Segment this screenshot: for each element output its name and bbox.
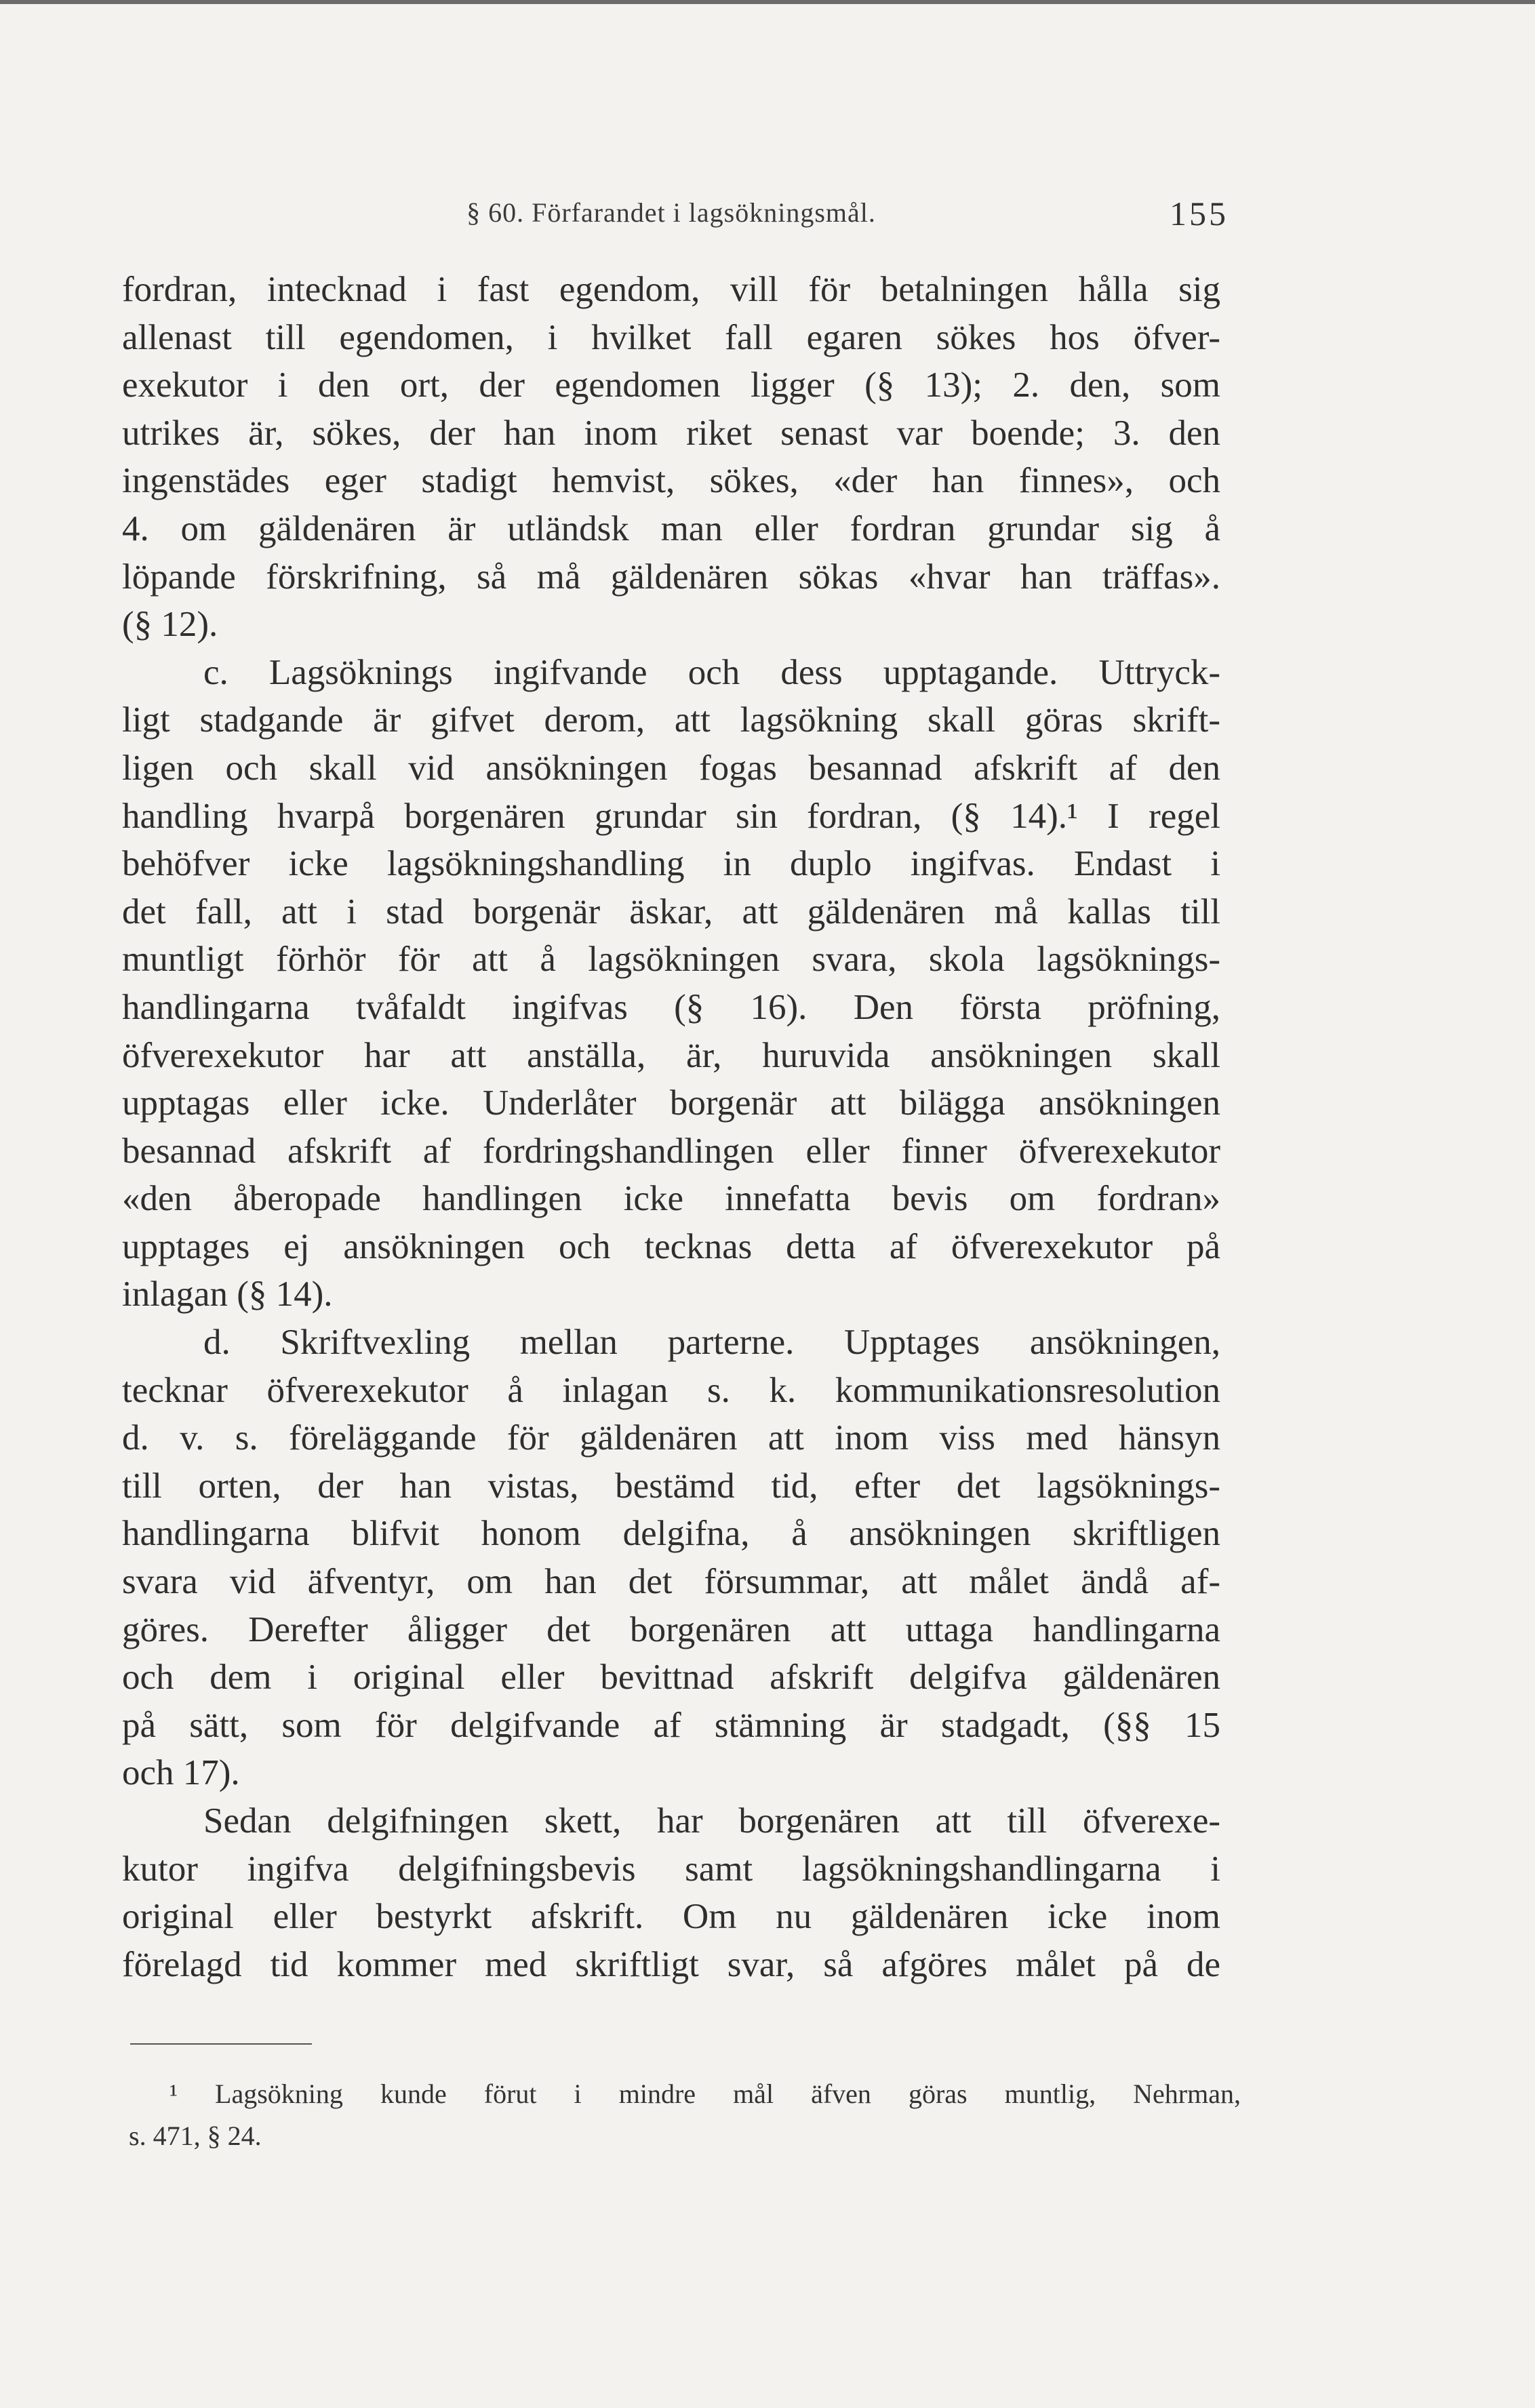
text-line: kutor ingifva delgifningsbevis samt lagsökningshandlingarna i <box>122 1849 1220 1889</box>
text-line: och 17). <box>122 1753 240 1793</box>
text-line: c. Lagsöknings ingifvande och dess upptagande. Uttryck- <box>203 652 1220 692</box>
text-line: det fall, att i stad borgenär äskar, att gäldenären må kallas till <box>122 891 1220 931</box>
text-line: ingenstädes eger stadigt hemvist, sökes, «der han finnes», och <box>122 461 1220 501</box>
text-line: Sedan delgifningen skett, har borgenären att till öfverexe- <box>203 1801 1220 1841</box>
text-line: ligen och skall vid ansökningen fogas besannad afskrift af den <box>122 748 1220 788</box>
running-header <box>122 183 1229 244</box>
text-line: och dem i original eller bevittnad afskrift delgifva gäldenären <box>122 1658 1220 1698</box>
text-line: d. v. s. föreläggande för gäldenären att inom viss med hänsyn <box>122 1418 1220 1458</box>
text-line: upptages ej ansökningen och tecknas detta af öfverexekutor på <box>122 1226 1220 1266</box>
text-line: svara vid äfventyr, om han det försummar, att målet ändå af- <box>122 1562 1220 1602</box>
text-line: inlagan (§ 14). <box>122 1275 333 1315</box>
text-line: ligt stadgande är gifvet derom, att lagsökning skall göras skrift- <box>122 700 1220 740</box>
text-line: besannad afskrift af fordringshandlingen eller finner öfverexekutor <box>122 1131 1220 1171</box>
text-line: handling hvarpå borgenären grundar sin fordran, (§ 14).¹ I regel <box>122 796 1220 836</box>
body-text <box>122 266 1220 1988</box>
scan-top-edge <box>0 0 1535 4</box>
section-title: § 60. Förfarandet i lagsökningsmål. <box>466 197 876 228</box>
footnote <box>129 2073 1241 2157</box>
text-line: upptagas eller icke. Underlåter borgenär att bilägga ansökningen <box>122 1083 1220 1123</box>
footnote-line: ¹ Lagsökning kunde förut i mindre mål äfven göras muntlig, Nehrman, <box>170 2079 1241 2109</box>
text-line: förelagd tid kommer med skriftligt svar, så afgöres målet på de <box>122 1944 1220 1984</box>
text-line: muntligt förhör för att å lagsökningen svara, skola lagsöknings- <box>122 940 1220 980</box>
text-line: löpande förskrifning, så må gäldenären sökas «hvar han träffas». <box>122 557 1220 597</box>
text-line: 4. om gäldenären är utländsk man eller fordran grundar sig å <box>122 508 1220 548</box>
text-line: «den åberopade handlingen icke innefatta bevis om fordran» <box>122 1179 1220 1219</box>
footnote-divider <box>130 2043 312 2045</box>
text-line: behöfver icke lagsökningshandling in duplo ingifvas. Endast i <box>122 844 1220 884</box>
text-line: d. Skriftvexling mellan parterne. Upptages ansökningen, <box>203 1323 1220 1363</box>
text-line: utrikes är, sökes, der han inom riket senast var boende; 3. den <box>122 413 1220 453</box>
page-number: 155 <box>1170 195 1229 233</box>
text-line: till orten, der han vistas, bestämd tid, efter det lagsöknings- <box>122 1466 1220 1506</box>
text-line: fordran, intecknad i fast egendom, vill för betalningen hålla sig <box>122 270 1220 309</box>
text-line: handlingarna tvåfaldt ingifvas (§ 16). Den första pröfning, <box>122 987 1220 1027</box>
text-line: original eller bestyrkt afskrift. Om nu gäldenären icke inom <box>122 1897 1220 1937</box>
text-line: exekutor i den ort, der egendomen ligger (§ 13); 2. den, som <box>122 365 1220 405</box>
text-line: allenast till egendomen, i hvilket fall egaren sökes hos öfver- <box>122 317 1220 357</box>
text-line: öfverexekutor har att anställa, är, huruvida ansökningen skall <box>122 1035 1220 1075</box>
text-line: göres. Derefter åligger det borgenären att uttaga handlingarna <box>122 1609 1220 1649</box>
text-line: på sätt, som för delgifvande af stämning är stadgadt, (§§ 15 <box>122 1705 1220 1745</box>
text-line: (§ 12). <box>122 605 218 645</box>
footnote-line: s. 471, § 24. <box>129 2121 262 2151</box>
text-line: tecknar öfverexekutor å inlagan s. k. kommunikationsresolution <box>122 1370 1220 1410</box>
text-line: handlingarna blifvit honom delgifna, å ansökningen skriftligen <box>122 1514 1220 1554</box>
